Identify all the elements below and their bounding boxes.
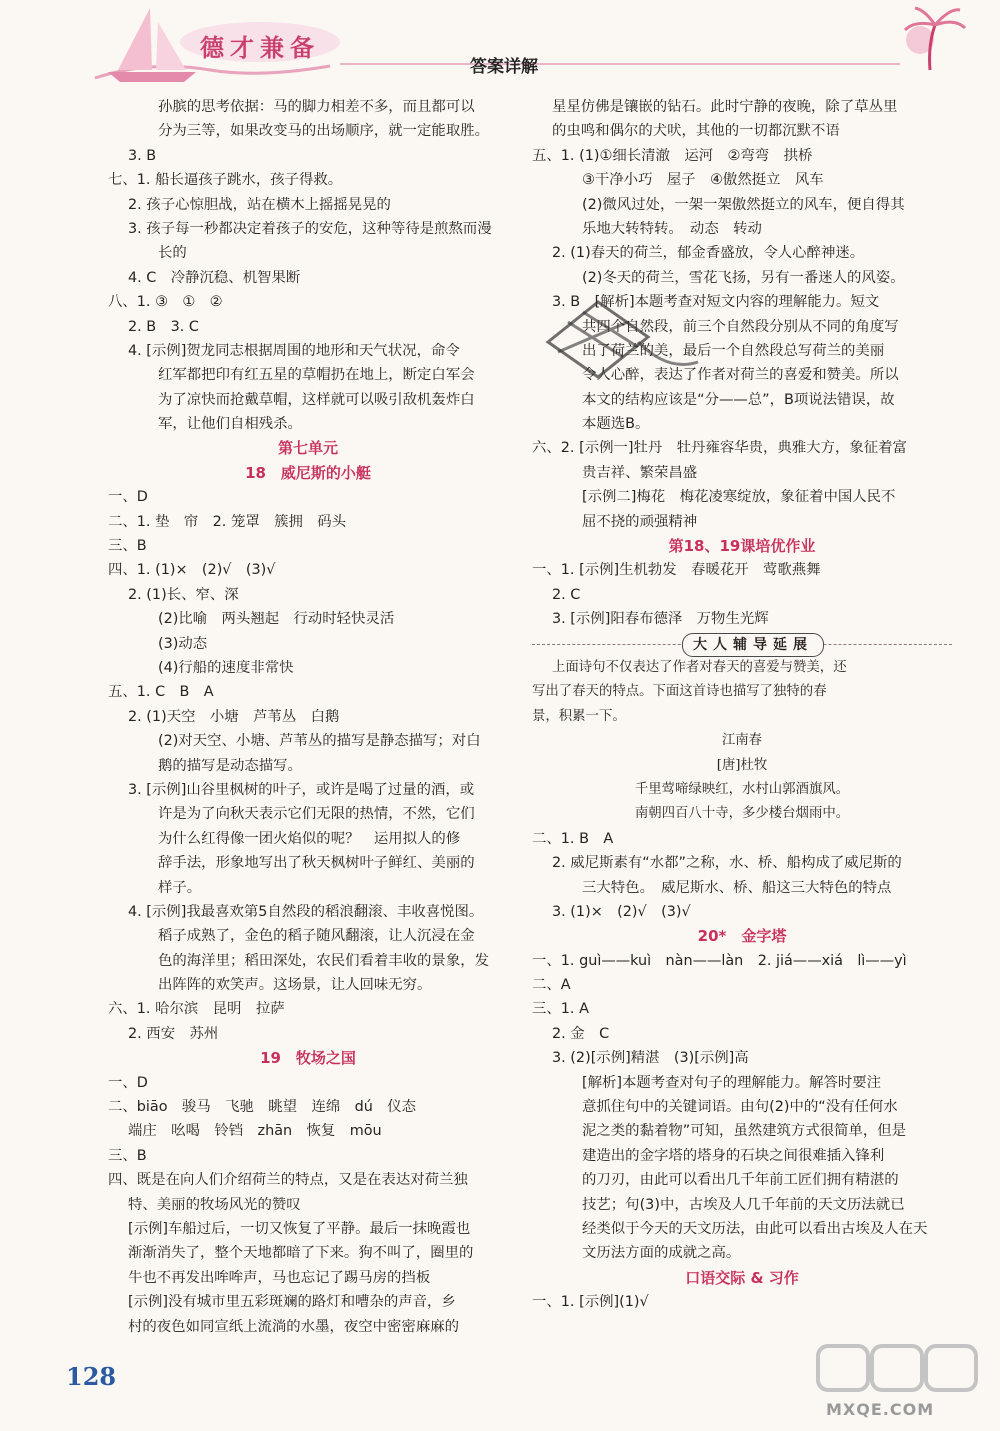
left-column-line: 鹅的描写是动态描写。: [158, 757, 302, 774]
right-column-line: (2)冬天的荷兰，雪花飞扬，另有一番迷人的风姿。: [582, 269, 905, 286]
left-column-line: 19 牧场之国: [260, 1049, 356, 1068]
left-column-line: 稻子成熟了，金色的稻子随风翻滚，让人沉浸在金: [158, 928, 475, 945]
right-column-line: 建造出的金字塔的塔身的石块之间很难插入锋利: [582, 1147, 885, 1164]
left-column-line: 三、B: [108, 1147, 147, 1164]
right-column-line: 文历法方面的成就之高。: [582, 1245, 741, 1262]
page-header: [0, 0, 1000, 90]
left-column-line: 2. 西安 苏州: [128, 1025, 219, 1042]
right-column-line: 出了荷兰的美，最后一个自然段总写荷兰的美丽: [582, 342, 885, 359]
right-column-line: 本文的结构应该是“分——总”，B项说法错误，故: [582, 391, 895, 408]
right-column-line: 20* 金字塔: [697, 927, 787, 946]
right-column-line: 2. 金 C: [552, 1025, 610, 1042]
left-column-line: 特、美丽的牧场风光的赞叹: [128, 1196, 301, 1213]
left-column-line: 4. C 冷静沉稳、机智果断: [128, 269, 301, 286]
left-column-line: 四、1. (1)× (2)√ (3)√: [108, 562, 276, 579]
header-title: 答案详解: [470, 57, 538, 77]
right-column-line: ③干净小巧 屋子 ④傲然挺立 风车: [582, 172, 824, 189]
left-column-line: 样子。: [158, 879, 202, 896]
left-column-line: 为了凉快而抢戴草帽，这样就可以吸引敌机轰炸白: [158, 391, 475, 408]
right-column: [532, 95, 952, 1315]
right-column-line: 江南春: [721, 733, 763, 749]
right-column-line: 星星仿佛是镶嵌的钻石。此时宁静的夜晚，除了草丛里: [552, 99, 898, 115]
left-column-line: 为什么红得像一团火焰似的呢？ 运用拟人的修: [158, 830, 461, 847]
left-column-line: 孙膑的思考依据：马的脚力相差不多，而且都可以: [158, 99, 475, 115]
left-column-line: 3. 孩子每一秒都决定着孩子的安危，这种等待是煎熬而漫: [128, 220, 492, 237]
right-column-line: 令人心醉，表达了作者对荷兰的喜爱和赞美。所以: [582, 367, 899, 384]
right-column-line: 2. C: [552, 586, 581, 603]
right-column-line: 千里莺啼绿映红，水村山郭酒旗风。: [634, 781, 850, 797]
right-column-line: 上面诗句不仅表达了作者对春天的喜爱与赞美，还: [552, 659, 847, 675]
left-column-line: (2)对天空、小塘、芦苇丛的描写是静态描写；对白: [158, 733, 481, 750]
right-column-line: 3. (1)× (2)√ (3)√: [552, 903, 691, 920]
left-column-line: 三、B: [108, 538, 147, 555]
left-column-line: 红军都把印有红五星的草帽扔在地上，断定白军会: [158, 367, 475, 384]
page-number: 128: [66, 1362, 117, 1391]
left-column-line: 一、D: [108, 489, 148, 506]
right-column-line: 技艺；句(3)中，古埃及人几千年前的天文历法就已: [582, 1196, 905, 1213]
right-column-line: 三、1. A: [532, 1001, 589, 1018]
left-column-line: 村的夜色如同宣纸上流淌的水墨，夜空中密密麻麻的: [128, 1318, 459, 1335]
right-column-line: [示例二]梅花 梅花凌寒绽放，象征着中国人民不: [582, 489, 896, 506]
left-column-line: 渐渐消失了，整个天地都暗了下来。狗不叫了，圈里的: [128, 1245, 474, 1262]
left-column-line: 五、1. C B A: [108, 684, 214, 701]
left-column-line: 四、既是在向人们介绍荷兰的特点，又是在表达对荷兰独: [108, 1172, 468, 1189]
left-column-line: 出阵阵的欢笑声。这场景，让人回味无穷。: [158, 977, 432, 994]
right-column-line: 一、1. guì——kuì nàn——làn 2. jiá——xiá lì——yì: [532, 952, 907, 969]
left-column-line: 长的: [158, 245, 187, 262]
left-column-line: 18 威尼斯的小艇: [245, 463, 371, 482]
left-column-line: 辞手法，形象地写出了秋天枫树叶子鲜红、美丽的: [158, 855, 475, 872]
watermark-logo-icon: [810, 1340, 980, 1400]
right-column-line: 五、1. (1)①细长清澈 运河 ②弯弯 拱桥: [532, 147, 813, 164]
left-column-line: 2. 孩子心惊胆战，站在横木上摇摇晃晃的: [128, 196, 391, 213]
right-column-line: 的刀刃，由此可以看出几千年前工匠们拥有精湛的: [582, 1172, 899, 1189]
right-column-line: 意抓住句中的关键词语。由句(2)中的“没有任何水: [582, 1099, 898, 1116]
left-column-line: 第七单元: [277, 439, 338, 458]
left-column-line: 七、1. 船长逼孩子跳水，孩子得救。: [108, 172, 343, 189]
right-column-line: 一、1. [示例]生机勃发 春暖花开 莺歌燕舞: [532, 562, 821, 579]
right-column-line: 三大特色。 威尼斯水、桥、船这三大特色的特点: [582, 879, 892, 896]
left-column-line: 军，让他们自相残杀。: [158, 416, 302, 433]
left-column-line: 六、1. 哈尔滨 昆明 拉萨: [108, 1001, 285, 1018]
right-column-line: 二、1. B A: [532, 830, 614, 847]
right-column-line: 一、1. [示例](1)√: [532, 1294, 649, 1311]
right-column-line: 经类似于今天的天文历法，由此可以看出古埃及人在天: [582, 1220, 928, 1237]
right-column-line: 写出了春天的特点。下面这首诗也描写了独特的春: [532, 684, 827, 700]
right-column-line: 六、2. [示例一]牡丹 牡丹雍容华贵，典雅大方，象征着富: [532, 440, 907, 457]
right-column-line: 屈不挠的顽强精神: [582, 513, 698, 530]
left-column-line: [示例]没有城市里五彩斑斓的路灯和嘈杂的声音，乡: [128, 1294, 456, 1311]
left-column-line: 许是为了向秋天表示它们无限的热情，不然，它们: [158, 806, 475, 823]
right-column-line: [解析]本题考查对句子的理解能力。解答时要注: [582, 1074, 882, 1091]
left-column-line: 3. B: [128, 147, 157, 164]
right-column-line: 二、A: [532, 977, 571, 994]
left-column-line: 2. B 3. C: [128, 318, 199, 335]
ink-stamp-scribble: [528, 282, 728, 412]
left-column-line: 分为三等，如果改变马的出场顺序，就一定能取胜。: [158, 123, 489, 140]
left-column-line: 端庄 吆喝 铃铛 zhān 恢复 mōu: [128, 1123, 382, 1140]
right-column-line: 2. (1)春天的荷兰，郁金香盛放，令人心醉神迷。: [552, 245, 865, 262]
right-column-line: 本题选B。: [582, 416, 650, 433]
right-column-line: (2)微风过处，一架一架傲然挺立的风车，便自得其: [582, 196, 905, 213]
left-column-line: 4. [示例]贺龙同志根据周围的地形和天气状况，命令: [128, 342, 460, 359]
right-column-line: 3. (2)[示例]精湛 (3)[示例]高: [552, 1050, 749, 1067]
right-column-line: 第18、19课培优作业: [668, 537, 816, 556]
right-column-line: 3. [示例]阳春布德泽 万物生光辉: [552, 611, 769, 628]
right-column-line: 共四个自然段，前三个自然段分别从不同的角度写: [582, 318, 899, 335]
left-column-line: 二、biāo 骏马 飞驰 眺望 连绵 dú 仪态: [108, 1099, 417, 1116]
left-column-line: 2. (1)天空 小塘 芦苇丛 白鹅: [128, 708, 340, 725]
left-column: [108, 95, 508, 1339]
left-column-line: 2. (1)长、窄、深: [128, 586, 239, 603]
right-column-line: 泥之类的黏着物”可知，虽然建筑方式很简单，但是: [582, 1123, 907, 1140]
left-column-line: 4. [示例]我最喜欢第5自然段的稻浪翻滚、丰收喜悦图。: [128, 903, 484, 920]
left-column-line: (2)比喻 两头翘起 行动时轻快灵活: [158, 611, 395, 628]
right-column-line: 乐地大转特转。 动态 转动: [582, 220, 762, 237]
right-column-line: [532, 632, 952, 656]
right-column-line: 2. 威尼斯素有“水都”之称，水、桥、船构成了威尼斯的: [552, 855, 902, 872]
left-column-line: 一、D: [108, 1074, 148, 1091]
right-column-line: 景，积累一下。: [532, 708, 626, 724]
right-column-line: 3. B [解析]本题考查对短文内容的理解能力。短文: [552, 294, 880, 311]
left-column-line: [示例]车船过后，一切又恢复了平静。最后一抹晚霞也: [128, 1220, 471, 1237]
left-column-line: 色的海洋里；稻田深处，农民们看着丰收的景象，发: [158, 952, 489, 969]
left-column-line: 二、1. 垫 帘 2. 笼罩 簇拥 码头: [108, 513, 347, 530]
brand-logo: 德才兼备: [200, 33, 320, 62]
left-column-line: 3. [示例]山谷里枫树的叶子，或许是喝了过量的酒，或: [128, 781, 475, 798]
right-column-line: 贵吉祥、繁荣昌盛: [582, 464, 698, 481]
right-column-line: 口语交际 & 习作: [685, 1268, 799, 1287]
right-column-line: 的虫鸣和偶尔的犬吠，其他的一切都沉默不语: [552, 123, 840, 140]
left-column-line: (3)动态: [158, 635, 208, 652]
right-column-line: 南朝四百八十寺，多少楼台烟雨中。: [634, 806, 850, 822]
left-column-line: 牛也不再发出哞哞声，马也忘记了踢马房的挡板: [128, 1269, 431, 1286]
left-column-line: (4)行船的速度非常快: [158, 659, 294, 676]
right-column-line: [唐]杜牧: [716, 757, 768, 773]
section-banner-label: 大人辅导延展: [682, 633, 824, 657]
watermark-text: MXQE.COM: [826, 1400, 935, 1419]
left-column-line: 八、1. ③ ① ②: [108, 294, 223, 311]
